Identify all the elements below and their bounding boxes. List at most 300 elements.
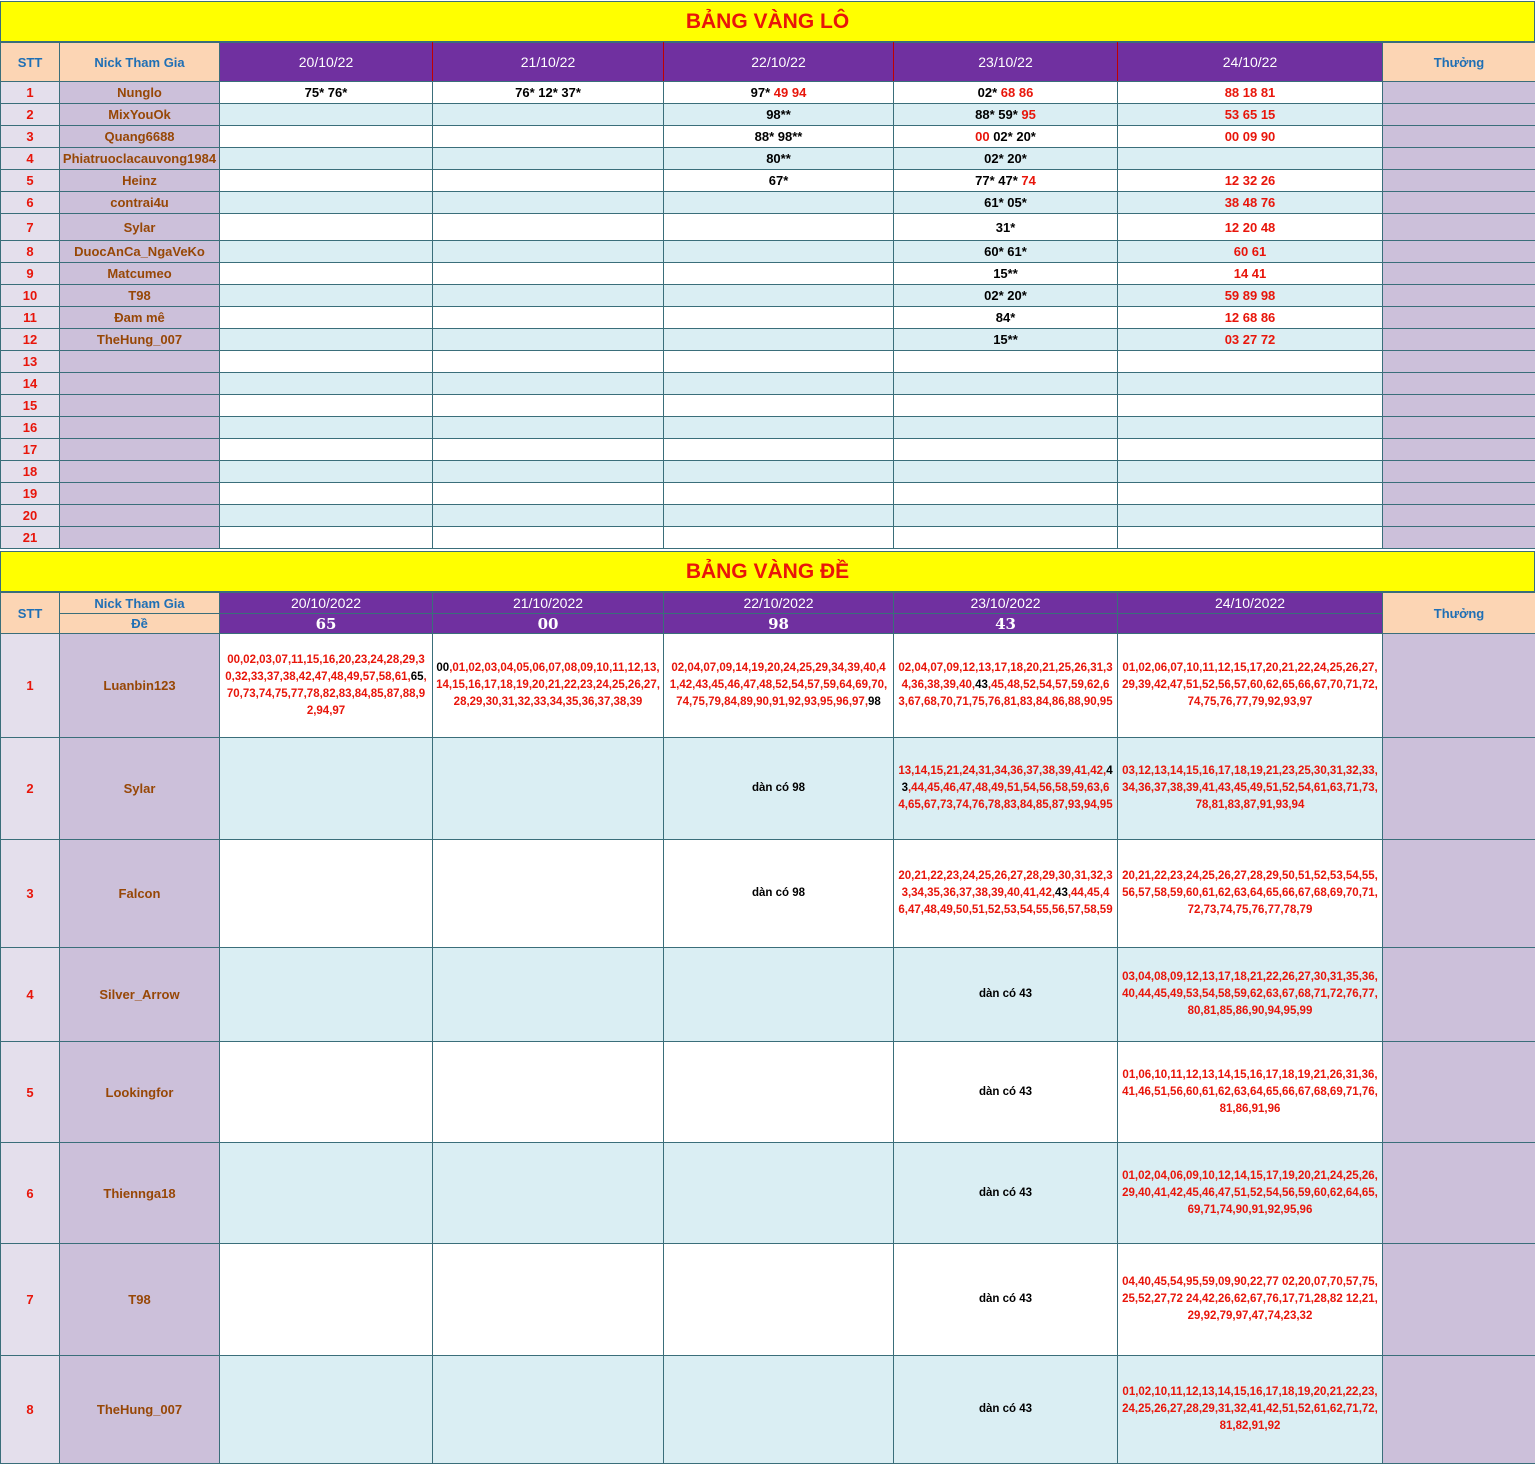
date-cell[interactable] bbox=[433, 263, 664, 285]
date-cell[interactable] bbox=[433, 373, 664, 395]
date-cell[interactable] bbox=[433, 329, 664, 351]
date-cell[interactable] bbox=[220, 351, 433, 373]
thuong-cell[interactable] bbox=[1383, 126, 1535, 148]
table-row bbox=[1, 82, 1535, 104]
table-row bbox=[1, 285, 1535, 307]
date-cell[interactable] bbox=[894, 214, 1118, 241]
date-cell[interactable] bbox=[220, 461, 433, 483]
nick-cell: Lookingfor bbox=[60, 1042, 220, 1143]
stt-cell: 3 bbox=[1, 840, 60, 948]
date-cell[interactable] bbox=[220, 439, 433, 461]
date-cell[interactable] bbox=[894, 329, 1118, 351]
date-cell[interactable] bbox=[894, 170, 1118, 192]
date-cell[interactable] bbox=[1118, 634, 1383, 738]
date-cell[interactable] bbox=[220, 285, 433, 307]
cell-content bbox=[894, 1401, 1117, 1418]
nick-cell: Đam mê bbox=[60, 307, 220, 329]
stt-cell: 2 bbox=[1, 104, 60, 126]
date-cell[interactable] bbox=[894, 104, 1118, 126]
table-row bbox=[1, 527, 1535, 549]
cell-content bbox=[894, 1084, 1117, 1101]
date-cell[interactable] bbox=[220, 483, 433, 505]
date-cell[interactable] bbox=[220, 1244, 433, 1356]
stt-cell: 8 bbox=[1, 241, 60, 263]
date-cell[interactable] bbox=[664, 373, 894, 395]
number-text: ,45,48,52,54,57,59,62,63,67,68,70,71,75,76,81,83,84,86,88,90,95 bbox=[898, 679, 1113, 708]
cell-content bbox=[1118, 288, 1382, 303]
date-cell[interactable] bbox=[894, 1244, 1118, 1356]
table-row bbox=[1, 505, 1535, 527]
thuong-cell[interactable] bbox=[1383, 148, 1535, 170]
date-cell[interactable] bbox=[1118, 1244, 1383, 1356]
date-cell[interactable] bbox=[664, 126, 894, 148]
nick-cell bbox=[60, 527, 220, 549]
thuong-cell[interactable] bbox=[1383, 104, 1535, 126]
stt-cell: 12 bbox=[1, 329, 60, 351]
date-cell[interactable] bbox=[894, 192, 1118, 214]
thuong-cell[interactable] bbox=[1383, 307, 1535, 329]
date-cell[interactable] bbox=[433, 461, 664, 483]
date-cell[interactable] bbox=[664, 285, 894, 307]
date-cell[interactable] bbox=[664, 1356, 894, 1464]
de-result-row bbox=[1, 614, 1535, 634]
number-text: 13,14,15,21,24,31,34,36,37,38,39,41,42, bbox=[898, 765, 1107, 777]
date-cell[interactable] bbox=[664, 170, 894, 192]
date-cell[interactable] bbox=[894, 527, 1118, 549]
date-cell[interactable] bbox=[433, 1042, 664, 1143]
nick-cell: Matcumeo bbox=[60, 263, 220, 285]
date-cell[interactable] bbox=[433, 82, 664, 104]
number-text: 02* bbox=[977, 85, 1001, 100]
number-text: ,44,45,46,47,48,49,51,54,56,58,59,63,64,65,67,73,74,76,78,83,84,85,87,93,94,95 bbox=[898, 782, 1113, 811]
date-cell[interactable] bbox=[664, 192, 894, 214]
thuong-cell[interactable] bbox=[1383, 738, 1535, 840]
date-cell[interactable] bbox=[220, 82, 433, 104]
cell-content bbox=[1118, 107, 1382, 122]
thuong-cell[interactable] bbox=[1383, 241, 1535, 263]
date-cell[interactable] bbox=[220, 948, 433, 1042]
date-cell[interactable] bbox=[433, 505, 664, 527]
date-cell[interactable] bbox=[220, 373, 433, 395]
date-cell[interactable] bbox=[433, 351, 664, 373]
cell-content bbox=[1118, 969, 1382, 1020]
date-cell[interactable] bbox=[220, 126, 433, 148]
cell-content bbox=[1118, 266, 1382, 281]
date-cell[interactable] bbox=[433, 1143, 664, 1244]
thuong-cell[interactable] bbox=[1383, 329, 1535, 351]
number-text: 43 bbox=[901, 765, 1113, 794]
date-cell[interactable] bbox=[894, 263, 1118, 285]
date-cell[interactable] bbox=[664, 1143, 894, 1244]
date-cell[interactable] bbox=[664, 263, 894, 285]
nick-cell bbox=[60, 373, 220, 395]
date-cell[interactable] bbox=[894, 483, 1118, 505]
stt-cell: 18 bbox=[1, 461, 60, 483]
date-cell[interactable] bbox=[433, 840, 664, 948]
date-cell[interactable] bbox=[433, 241, 664, 263]
thuong-cell[interactable] bbox=[1383, 439, 1535, 461]
date-cell[interactable] bbox=[1118, 241, 1383, 263]
cell-content bbox=[1118, 173, 1382, 188]
date-cell[interactable] bbox=[1118, 439, 1383, 461]
date-cell[interactable] bbox=[894, 307, 1118, 329]
date-cell[interactable] bbox=[664, 104, 894, 126]
thuong-cell[interactable] bbox=[1383, 373, 1535, 395]
date-cell[interactable] bbox=[894, 948, 1118, 1042]
date-cell[interactable] bbox=[220, 307, 433, 329]
date-cell[interactable] bbox=[664, 634, 894, 738]
result-value: 43 bbox=[894, 614, 1118, 634]
thuong-cell[interactable] bbox=[1383, 417, 1535, 439]
nick-cell: Luanbin123 bbox=[60, 634, 220, 738]
date-cell[interactable] bbox=[664, 1244, 894, 1356]
date-cell[interactable] bbox=[894, 148, 1118, 170]
date-cell[interactable] bbox=[894, 1143, 1118, 1244]
date-cell[interactable] bbox=[1118, 527, 1383, 549]
number-text: 74 bbox=[1021, 173, 1036, 188]
date-cell[interactable] bbox=[220, 170, 433, 192]
date-cell[interactable] bbox=[220, 395, 433, 417]
date-cell[interactable] bbox=[1118, 417, 1383, 439]
nick-cell bbox=[60, 483, 220, 505]
stt-header: STT bbox=[1, 43, 60, 82]
date-cell[interactable] bbox=[1118, 192, 1383, 214]
date-cell[interactable] bbox=[664, 948, 894, 1042]
nick-cell: contrai4u bbox=[60, 192, 220, 214]
date-cell[interactable] bbox=[664, 214, 894, 241]
nick-cell bbox=[60, 439, 220, 461]
date-cell[interactable] bbox=[433, 395, 664, 417]
date-cell[interactable] bbox=[433, 170, 664, 192]
date-cell[interactable] bbox=[433, 307, 664, 329]
dan-note: dàn có 98 bbox=[751, 782, 806, 794]
date-cell[interactable] bbox=[664, 395, 894, 417]
number-text: 49 94 bbox=[773, 85, 807, 100]
date-cell[interactable] bbox=[433, 483, 664, 505]
date-cell[interactable] bbox=[664, 527, 894, 549]
cell-content bbox=[894, 1291, 1117, 1308]
date-cell[interactable] bbox=[220, 840, 433, 948]
thuong-header: Thưởng bbox=[1383, 593, 1535, 634]
date-cell[interactable] bbox=[894, 373, 1118, 395]
number-text: 00 09 90 bbox=[1224, 129, 1276, 144]
date-cell[interactable] bbox=[664, 148, 894, 170]
date-cell[interactable] bbox=[664, 840, 894, 948]
date-cell[interactable] bbox=[1118, 948, 1383, 1042]
number-text: 84* bbox=[995, 310, 1016, 325]
date-cell[interactable] bbox=[894, 417, 1118, 439]
number-text: 03,12,13,14,15,16,17,18,19,21,23,25,30,31,32,33,34,36,37,38,39,41,43,45,49,51,52,54,61,63,71,73,78,81,83,87,91,93,94 bbox=[1122, 765, 1378, 811]
cell-content bbox=[894, 173, 1117, 188]
cell-content bbox=[894, 332, 1117, 347]
number-text: 04,40,45,54,95,59,09,90,22,77 02,20,07,70,57,75,25,52,27,72 24,42,26,62,67,76,17,71,28,82 12,21,29,92,79,97,47,74,23,32 bbox=[1122, 1276, 1378, 1322]
nick-cell: TheHung_007 bbox=[60, 329, 220, 351]
date-cell[interactable] bbox=[894, 126, 1118, 148]
date-cell[interactable] bbox=[1118, 170, 1383, 192]
thuong-cell[interactable] bbox=[1383, 1356, 1535, 1464]
date-cell[interactable] bbox=[220, 263, 433, 285]
date-cell[interactable] bbox=[220, 417, 433, 439]
thuong-cell[interactable] bbox=[1383, 395, 1535, 417]
number-text: 14 41 bbox=[1233, 266, 1267, 281]
date-cell[interactable] bbox=[894, 505, 1118, 527]
date-cell[interactable] bbox=[220, 214, 433, 241]
thuong-cell[interactable] bbox=[1383, 82, 1535, 104]
stt-cell: 19 bbox=[1, 483, 60, 505]
date-cell[interactable] bbox=[1118, 82, 1383, 104]
date-header: 24/10/22 bbox=[1118, 43, 1383, 82]
cell-content bbox=[664, 107, 893, 122]
date-cell[interactable] bbox=[1118, 214, 1383, 241]
stt-cell: 16 bbox=[1, 417, 60, 439]
number-text: 20,21,22,23,24,25,26,27,28,29,50,51,52,53,54,55,56,57,58,59,60,61,62,63,64,65,66,67,68,69,70,71,72,73,74,75,76,77,78,79 bbox=[1122, 870, 1378, 916]
date-cell[interactable] bbox=[1118, 1143, 1383, 1244]
date-cell[interactable] bbox=[664, 1042, 894, 1143]
number-text: 88* 98** bbox=[754, 129, 803, 144]
cell-content bbox=[1118, 660, 1382, 711]
date-header: 23/10/2022 bbox=[894, 593, 1118, 614]
result-value bbox=[1118, 614, 1383, 634]
result-value: 00 bbox=[433, 614, 664, 634]
date-cell[interactable] bbox=[664, 329, 894, 351]
cell-content bbox=[894, 868, 1117, 919]
stt-cell: 9 bbox=[1, 263, 60, 285]
date-cell[interactable] bbox=[894, 738, 1118, 840]
date-cell[interactable] bbox=[1118, 351, 1383, 373]
thuong-cell[interactable] bbox=[1383, 483, 1535, 505]
date-cell[interactable] bbox=[894, 1356, 1118, 1464]
table-row bbox=[1, 840, 1535, 948]
date-cell[interactable] bbox=[433, 738, 664, 840]
date-cell[interactable] bbox=[1118, 461, 1383, 483]
date-cell[interactable] bbox=[433, 1356, 664, 1464]
date-cell[interactable] bbox=[1118, 738, 1383, 840]
stt-cell: 4 bbox=[1, 948, 60, 1042]
date-cell[interactable] bbox=[433, 285, 664, 307]
stt-cell: 17 bbox=[1, 439, 60, 461]
table-row bbox=[1, 170, 1535, 192]
date-cell[interactable] bbox=[894, 840, 1118, 948]
stt-cell: 20 bbox=[1, 505, 60, 527]
table-row bbox=[1, 148, 1535, 170]
date-cell[interactable] bbox=[433, 214, 664, 241]
number-text: 12 32 26 bbox=[1224, 173, 1276, 188]
stt-cell: 11 bbox=[1, 307, 60, 329]
cell-content bbox=[1118, 195, 1382, 210]
date-cell[interactable] bbox=[433, 527, 664, 549]
date-cell[interactable] bbox=[1118, 505, 1383, 527]
nick-cell: TheHung_007 bbox=[60, 1356, 220, 1464]
lo-table bbox=[0, 42, 1535, 549]
number-text: 60* 61* bbox=[984, 244, 1027, 259]
stt-cell: 5 bbox=[1, 1042, 60, 1143]
number-text: 43 bbox=[1055, 887, 1068, 899]
stt-cell: 2 bbox=[1, 738, 60, 840]
stt-cell: 3 bbox=[1, 126, 60, 148]
number-text: 60 61 bbox=[1233, 244, 1267, 259]
date-cell[interactable] bbox=[894, 439, 1118, 461]
date-cell[interactable] bbox=[1118, 126, 1383, 148]
cell-content bbox=[664, 151, 893, 166]
date-cell[interactable] bbox=[433, 1244, 664, 1356]
date-cell[interactable] bbox=[1118, 373, 1383, 395]
date-header: 21/10/2022 bbox=[433, 593, 664, 614]
date-cell[interactable] bbox=[894, 285, 1118, 307]
table-row bbox=[1, 126, 1535, 148]
cell-content bbox=[1118, 85, 1382, 100]
date-cell[interactable] bbox=[220, 104, 433, 126]
cell-content bbox=[664, 660, 893, 711]
thuong-cell[interactable] bbox=[1383, 505, 1535, 527]
date-cell[interactable] bbox=[433, 192, 664, 214]
date-cell[interactable] bbox=[220, 505, 433, 527]
nick-cell: Heinz bbox=[60, 170, 220, 192]
date-cell[interactable] bbox=[220, 329, 433, 351]
date-cell[interactable] bbox=[1118, 104, 1383, 126]
number-text: 76* 12* 37* bbox=[515, 85, 581, 100]
date-cell[interactable] bbox=[220, 1042, 433, 1143]
cell-content bbox=[664, 885, 893, 902]
date-cell[interactable] bbox=[664, 82, 894, 104]
thuong-cell[interactable] bbox=[1383, 170, 1535, 192]
lo-header-row bbox=[1, 43, 1535, 82]
nick-cell bbox=[60, 395, 220, 417]
table-row bbox=[1, 1042, 1535, 1143]
nick-cell: MixYouOk bbox=[60, 104, 220, 126]
cell-content bbox=[894, 85, 1117, 100]
thuong-cell[interactable] bbox=[1383, 214, 1535, 241]
stt-cell: 4 bbox=[1, 148, 60, 170]
stt-cell: 6 bbox=[1, 1143, 60, 1244]
date-cell[interactable] bbox=[664, 738, 894, 840]
number-text: 68 86 bbox=[1000, 85, 1034, 100]
date-cell[interactable] bbox=[220, 738, 433, 840]
date-cell[interactable] bbox=[664, 417, 894, 439]
date-cell[interactable] bbox=[220, 1356, 433, 1464]
cell-content bbox=[1118, 868, 1382, 919]
number-text: 00 bbox=[975, 129, 990, 144]
date-cell[interactable] bbox=[433, 439, 664, 461]
cell-content bbox=[894, 986, 1117, 1003]
table-row bbox=[1, 1143, 1535, 1244]
date-cell[interactable] bbox=[1118, 148, 1383, 170]
cell-content bbox=[220, 652, 432, 720]
date-cell[interactable] bbox=[220, 241, 433, 263]
thuong-cell[interactable] bbox=[1383, 948, 1535, 1042]
date-cell[interactable] bbox=[894, 634, 1118, 738]
date-cell[interactable] bbox=[433, 126, 664, 148]
date-cell[interactable] bbox=[220, 148, 433, 170]
date-cell[interactable] bbox=[1118, 840, 1383, 948]
table-row bbox=[1, 307, 1535, 329]
thuong-cell[interactable] bbox=[1383, 461, 1535, 483]
date-cell[interactable] bbox=[1118, 483, 1383, 505]
date-cell[interactable] bbox=[220, 527, 433, 549]
thuong-cell[interactable] bbox=[1383, 527, 1535, 549]
number-text: 95 bbox=[1021, 107, 1036, 122]
thuong-cell[interactable] bbox=[1383, 634, 1535, 738]
date-cell[interactable] bbox=[894, 351, 1118, 373]
table-row bbox=[1, 738, 1535, 840]
thuong-cell[interactable] bbox=[1383, 1143, 1535, 1244]
number-text: 65 bbox=[410, 670, 424, 683]
date-cell[interactable] bbox=[894, 241, 1118, 263]
date-cell[interactable] bbox=[1118, 263, 1383, 285]
cell-content bbox=[1118, 129, 1382, 144]
cell-content bbox=[664, 85, 893, 100]
date-cell[interactable] bbox=[894, 461, 1118, 483]
nick-cell: DuocAnCa_NgaVeKo bbox=[60, 241, 220, 263]
date-cell[interactable] bbox=[220, 634, 433, 738]
date-cell[interactable] bbox=[894, 82, 1118, 104]
cell-content bbox=[894, 660, 1117, 711]
nick-cell bbox=[60, 505, 220, 527]
table-row bbox=[1, 948, 1535, 1042]
cell-content bbox=[1118, 763, 1382, 814]
date-cell[interactable] bbox=[664, 351, 894, 373]
date-cell[interactable] bbox=[664, 241, 894, 263]
date-cell[interactable] bbox=[1118, 285, 1383, 307]
thuong-cell[interactable] bbox=[1383, 192, 1535, 214]
date-cell[interactable] bbox=[1118, 395, 1383, 417]
thuong-cell[interactable] bbox=[1383, 1244, 1535, 1356]
stt-cell: 13 bbox=[1, 351, 60, 373]
dan-note: dàn có 43 bbox=[978, 988, 1033, 1000]
date-cell[interactable] bbox=[664, 461, 894, 483]
thuong-cell[interactable] bbox=[1383, 263, 1535, 285]
date-cell[interactable] bbox=[1118, 329, 1383, 351]
date-cell[interactable] bbox=[664, 307, 894, 329]
cell-content bbox=[894, 288, 1117, 303]
date-cell[interactable] bbox=[433, 104, 664, 126]
stt-cell: 7 bbox=[1, 214, 60, 241]
number-text: 88 18 81 bbox=[1224, 85, 1276, 100]
date-cell[interactable] bbox=[1118, 1356, 1383, 1464]
date-cell[interactable] bbox=[664, 483, 894, 505]
date-cell[interactable] bbox=[433, 148, 664, 170]
nick-cell: Nunglo bbox=[60, 82, 220, 104]
stt-cell: 15 bbox=[1, 395, 60, 417]
nick-cell: T98 bbox=[60, 285, 220, 307]
date-cell[interactable] bbox=[433, 634, 664, 738]
table-row bbox=[1, 214, 1535, 241]
date-cell[interactable] bbox=[220, 1143, 433, 1244]
date-cell[interactable] bbox=[894, 395, 1118, 417]
thuong-cell[interactable] bbox=[1383, 285, 1535, 307]
date-cell[interactable] bbox=[220, 192, 433, 214]
number-text: ,01,02,03,04,05,06,07,08,09,10,11,12,13,14,15,16,17,18,19,20,21,22,23,24,25,26,27,28,29,30,31,32,33,34,35,36,37,38,39 bbox=[436, 662, 660, 708]
date-cell[interactable] bbox=[433, 948, 664, 1042]
date-cell[interactable] bbox=[1118, 307, 1383, 329]
number-text: 02,04,07,09,14,19,20,24,25,29,34,39,40,41,42,43,45,46,47,48,52,54,57,59,64,69,70,74,75,79,84,89,90,91,92,93,95,96,97, bbox=[669, 662, 888, 708]
thuong-cell[interactable] bbox=[1383, 351, 1535, 373]
date-cell[interactable] bbox=[1118, 1042, 1383, 1143]
date-cell[interactable] bbox=[894, 1042, 1118, 1143]
cell-content bbox=[894, 1185, 1117, 1202]
cell-content bbox=[1118, 1168, 1382, 1219]
thuong-cell[interactable] bbox=[1383, 840, 1535, 948]
date-cell[interactable] bbox=[664, 505, 894, 527]
thuong-cell[interactable] bbox=[1383, 1042, 1535, 1143]
cell-content bbox=[894, 220, 1117, 235]
cell-content bbox=[664, 173, 893, 188]
cell-content bbox=[433, 660, 663, 711]
dan-note: dàn có 43 bbox=[978, 1085, 1033, 1098]
date-header: 22/10/22 bbox=[664, 43, 894, 82]
date-cell[interactable] bbox=[433, 417, 664, 439]
date-cell[interactable] bbox=[664, 439, 894, 461]
table-row bbox=[1, 1356, 1535, 1464]
